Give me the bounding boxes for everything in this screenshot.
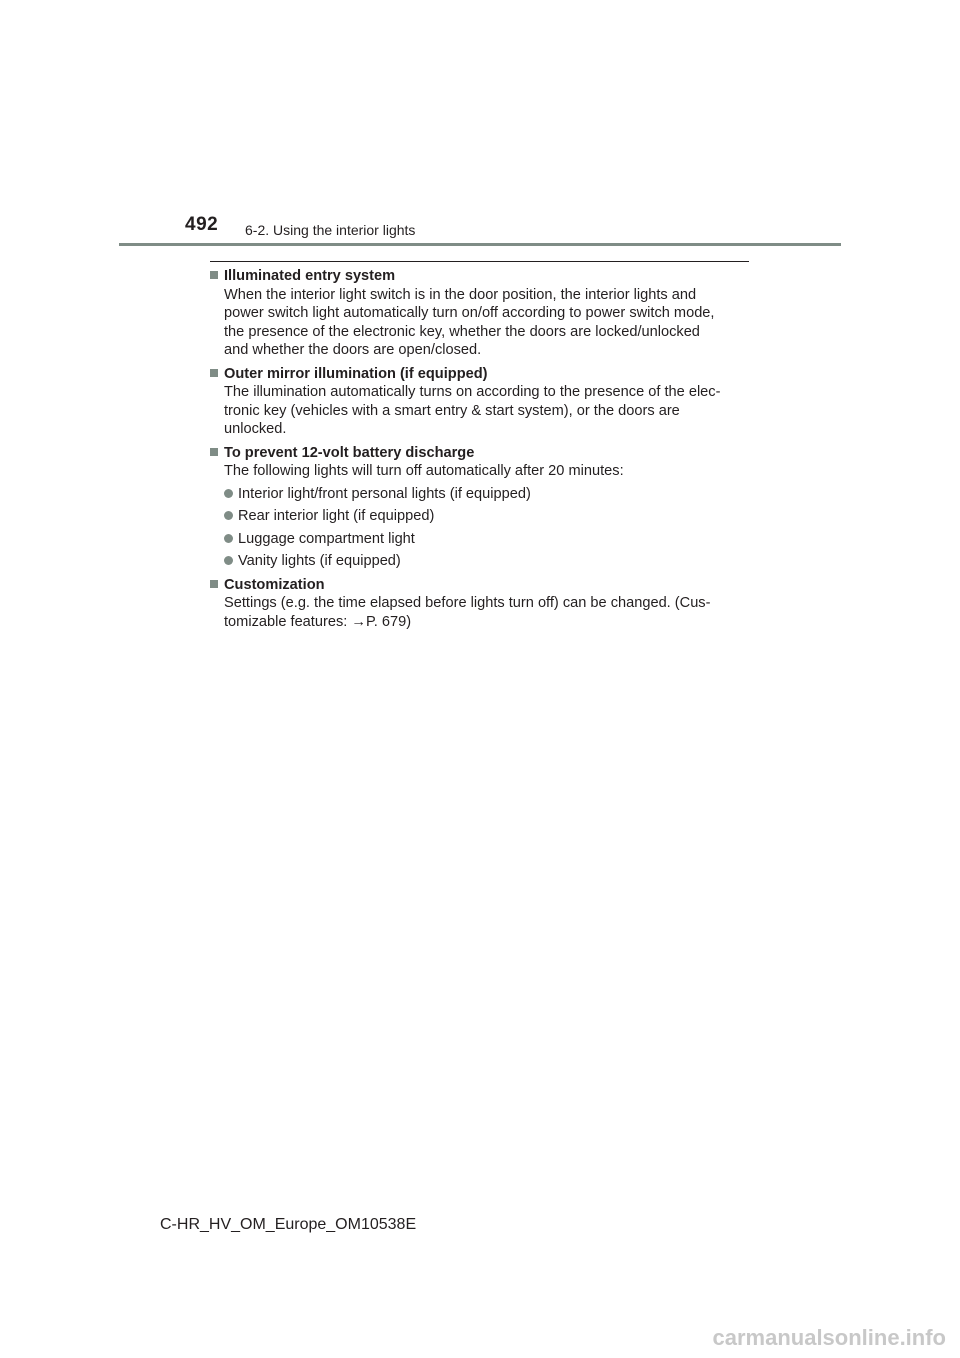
section-heading-text: Customization [224,576,325,593]
dot-bullet-icon [224,511,233,520]
list-item-text: Interior light/front personal lights (if equipped) [238,485,531,502]
dot-bullet-icon [224,556,233,565]
section-heading-text: Illuminated entry system [224,268,396,284]
section-title: 6-2. Using the interior lights [245,222,416,238]
body-line: The illumination automatically turns on according to the presence of the elec- [224,384,721,400]
section-heading [210,576,745,595]
watermark: carmanualsonline.info [712,1325,946,1350]
square-bullet-icon [210,448,218,456]
list-item-text: Rear interior light (if equipped) [238,508,435,524]
section-body [224,286,745,360]
list-item-text: Vanity lights (if equipped) [238,553,401,569]
section-body [224,594,745,631]
section-heading-text: Outer mirror illumination (if equipped) [224,365,488,382]
list-item [224,507,745,526]
content [210,267,745,631]
body-line: the presence of the electronic key, whether the doors are locked/unlocked [224,323,700,340]
section-heading [210,444,745,463]
section-heading-text: To prevent 12-volt battery discharge [224,444,475,461]
list-item-text: Luggage compartment light [238,530,415,547]
section-body [224,462,745,481]
body-line: Settings (e.g. the time elapsed before lights turn off) can be changed. (Cus- [224,595,711,611]
body-line: and whether the doors are open/closed. [224,342,482,358]
body-line: When the interior light switch is in the door position, the interior lights and [224,286,697,303]
body-line: tronic key (vehicles with a smart entry & start system), or the doors are [224,402,680,419]
list-item [224,485,745,504]
square-bullet-icon [210,271,218,279]
list-item [224,530,745,549]
body-line: power switch light automatically turn on/off according to power switch mode, [224,305,715,321]
dot-bullet-icon [224,534,233,543]
square-bullet-icon [210,369,218,377]
section-heading [210,267,745,286]
section-body [224,383,745,439]
list-item [224,552,745,571]
section-heading [210,365,745,384]
page-number: 492 [185,214,219,235]
header-rule [119,243,841,246]
footer-document-code: C-HR_HV_OM_Europe_OM10538E [160,1216,417,1233]
dot-bullet-icon [224,489,233,498]
body-line: unlocked. [224,421,287,437]
square-bullet-icon [210,580,218,588]
body-line: tomizable features: →P. 679) [224,613,412,630]
body-line: The following lights will turn off automatically after 20 minutes: [224,463,624,479]
content-top-rule [210,261,749,262]
